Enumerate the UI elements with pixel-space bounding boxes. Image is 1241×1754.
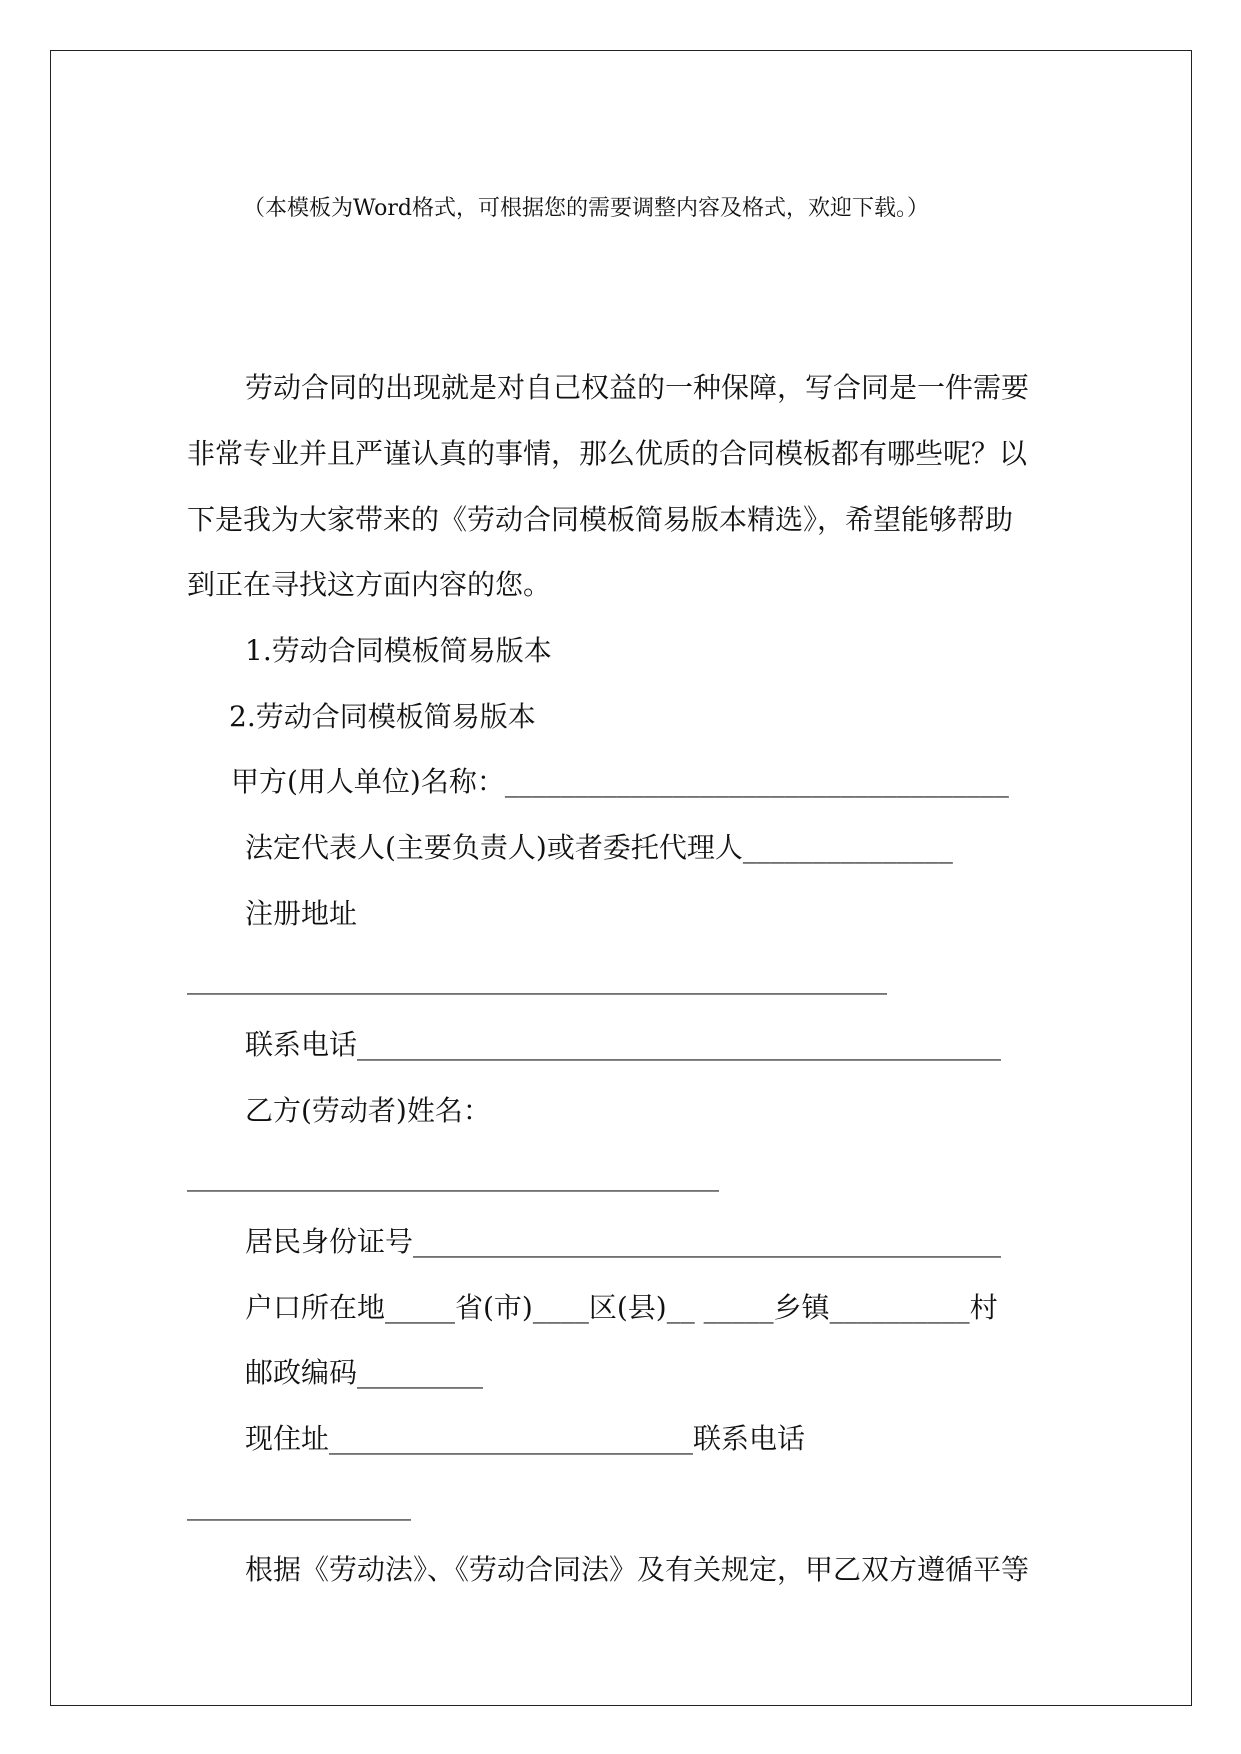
toc-item-1: 1.劳动合同模板简易版本 <box>245 634 552 667</box>
intro-line-3: 下是我为大家带来的《劳动合同模板简易版本精选》，希望能够帮助 <box>187 503 1014 536</box>
template-notice: （本模板为Word格式，可根据您的需要调整内容及格式，欢迎下载。） <box>243 196 929 221</box>
legal-basis-line: 根据《劳动法》、《劳动合同法》及有关规定，甲乙双方遵循平等 <box>245 1553 1030 1586</box>
party-b-phone-blank: ________________ <box>187 1488 411 1521</box>
party-b-name-label: 乙方(劳动者)姓名： <box>245 1094 491 1127</box>
page-border <box>50 50 1192 1706</box>
intro-line-1: 劳动合同的出现就是对自己权益的一种保障，写合同是一件需要 <box>245 371 1030 404</box>
intro-line-4: 到正在寻找这方面内容的您。 <box>187 568 552 601</box>
registered-address-label: 注册地址 <box>245 897 358 930</box>
registered-address-blank: __________________________________________________ <box>187 962 887 995</box>
party-a-name-field: 甲方(用人单位)名称：____________________________________ <box>231 765 1009 798</box>
postal-code-field: 邮政编码_________ <box>245 1356 484 1389</box>
intro-line-2: 非常专业并且严谨认真的事情，那么优质的合同模板都有哪些呢？以 <box>187 437 1028 470</box>
legal-representative-field: 法定代表人(主要负责人)或者委托代理人_______________ <box>245 831 953 864</box>
party-b-name-blank: ______________________________________ <box>187 1159 719 1192</box>
id-number-field: 居民身份证号__________________________________________ <box>245 1225 1002 1258</box>
current-address-field: 现住址__________________________联系电话 <box>245 1422 806 1455</box>
toc-item-2: 2.劳动合同模板简易版本 <box>229 700 536 733</box>
household-registration-field: 户口所在地_____省(市)____区(县)__ _____乡镇__________村 <box>245 1291 998 1324</box>
party-a-phone-field: 联系电话______________________________________________ <box>245 1028 1002 1061</box>
